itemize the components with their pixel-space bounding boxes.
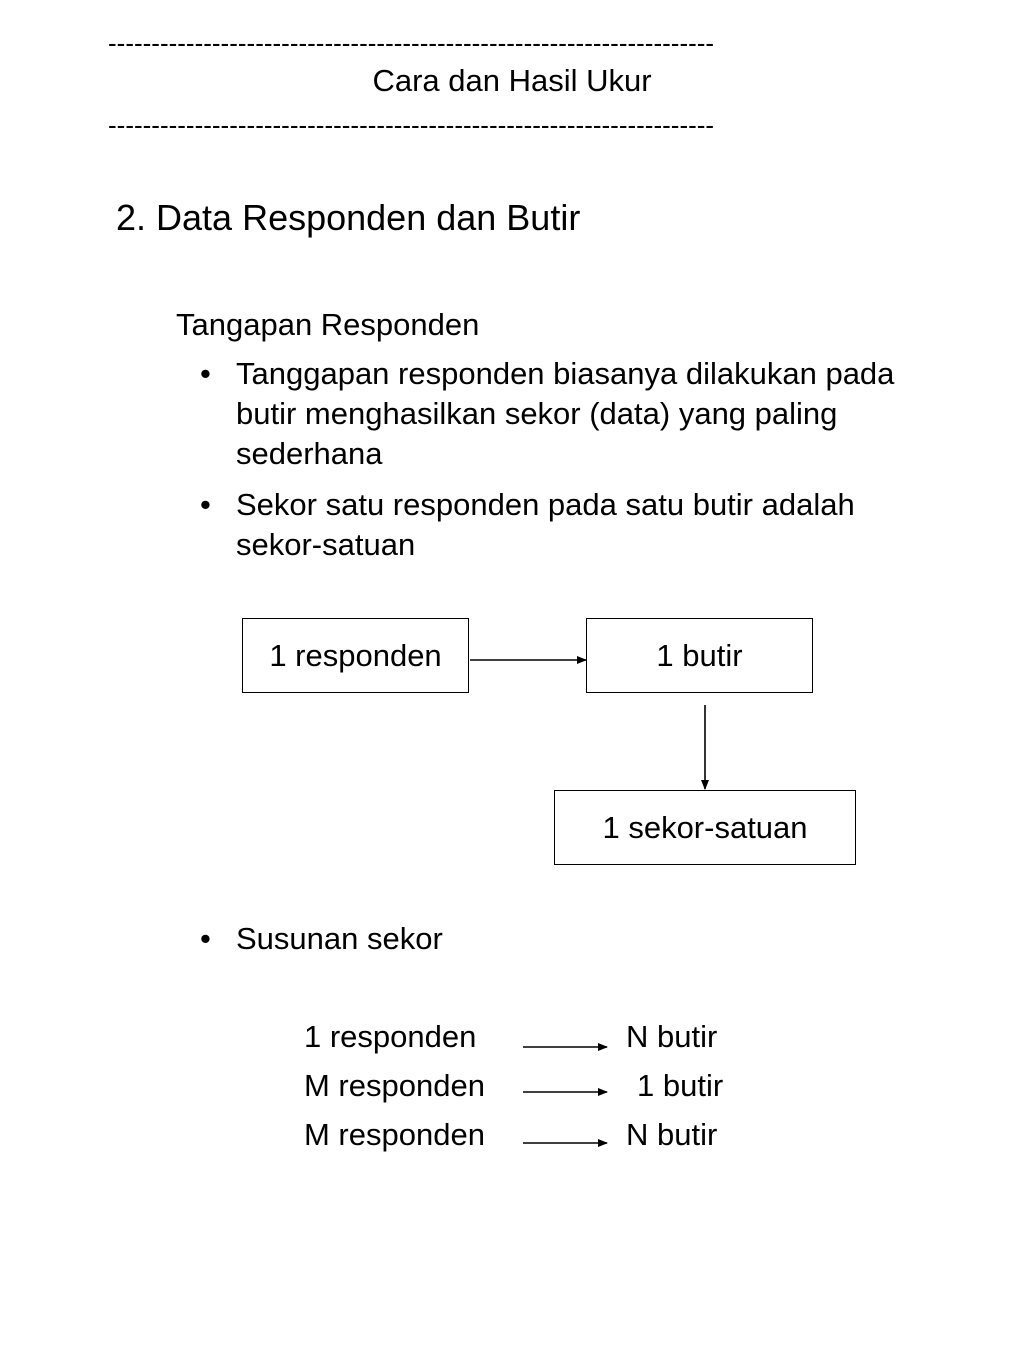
box-1-responden-label: 1 responden [269,637,442,673]
susunan-row-2-left: M responden [304,1068,485,1103]
susunan-row-3-right: N butir [626,1117,718,1152]
section-title: 2. Data Responden dan Butir [116,197,581,238]
bullet-marker: • [200,921,211,956]
box-1-responden [242,618,469,693]
susunan-row-3-left: M responden [304,1117,485,1152]
susunan-row-2-right: 1 butir [637,1068,724,1103]
susunan-row-1-right: N butir [626,1019,718,1054]
susunan-row-1-left: 1 responden [304,1019,477,1054]
header-title: Cara dan Hasil Ukur [372,63,652,98]
bullet-marker: • [200,487,211,522]
box-1-butir [586,618,813,693]
bullet-marker: • [200,356,211,391]
header-rule-top: ---------------------------------------------------------------------- [108,28,715,58]
header-rule-bottom: ---------------------------------------------------------------------- [108,110,715,140]
bullet-text-susunan: Susunan sekor [236,921,443,956]
subheading: Tangapan Responden [176,307,480,342]
bullet-text-2: Sekor satu responden pada satu butir adalah sekor-satuan [236,487,855,562]
box-1-sekor-satuan-label: 1 sekor-satuan [602,809,808,845]
box-1-sekor-satuan [554,790,856,865]
box-1-butir-label: 1 butir [656,637,743,673]
bullet-text-1: Tanggapan responden biasanya dilakukan pada butir menghasilkan sekor (data) yang paling sederhana [236,356,895,471]
